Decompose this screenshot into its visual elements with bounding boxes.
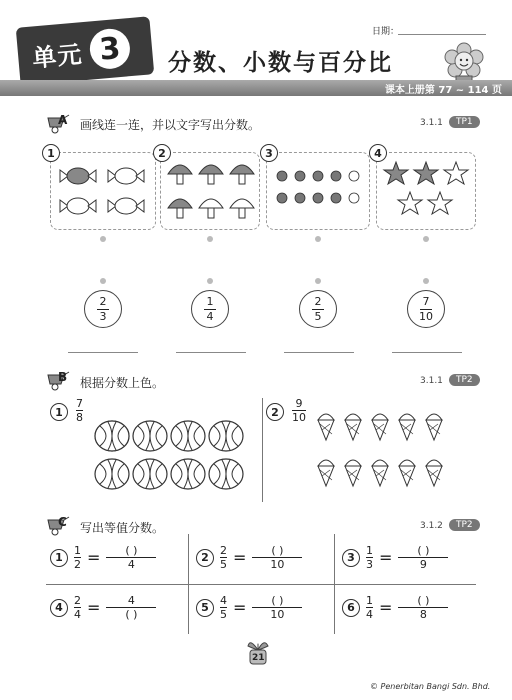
item-number: 1	[50, 403, 68, 421]
equation	[196, 595, 302, 620]
item-number: 5	[196, 599, 214, 617]
grid-divider	[46, 584, 476, 585]
star-icon	[382, 160, 472, 222]
date-line	[398, 34, 486, 35]
item-number: 2	[266, 403, 284, 421]
fraction	[76, 398, 83, 423]
fraction-circle	[299, 290, 337, 328]
date-label: 日期：	[372, 27, 400, 37]
item-number: 3	[342, 549, 360, 567]
unit-number: 3	[88, 27, 131, 70]
item-number: 4	[50, 599, 68, 617]
item-number: 6	[342, 599, 360, 617]
page-title: 分数、小数与百分比	[168, 50, 393, 76]
section-c-title: 写出等值分数。	[80, 521, 165, 535]
divider	[262, 398, 263, 502]
item-number: 2	[196, 549, 214, 567]
denominator: 5	[220, 558, 227, 571]
numerator: 1	[206, 294, 214, 308]
denominator: 5	[220, 608, 227, 621]
equation	[342, 595, 448, 620]
numerator: 1	[366, 544, 373, 557]
equals-sign: =	[233, 548, 247, 567]
grid-divider	[188, 534, 189, 634]
item-number: 3	[260, 144, 278, 162]
copyright: © Penerbitan Bangi Sdn. Bhd.	[370, 682, 491, 691]
numerator: 9	[295, 397, 303, 410]
grid-divider	[334, 534, 335, 634]
denominator: 5	[314, 309, 322, 323]
denominator: 8	[419, 608, 427, 621]
item-number: 1	[42, 144, 60, 162]
denominator: 3	[99, 309, 107, 323]
match-dot[interactable]	[423, 236, 429, 242]
denominator: 3	[366, 558, 373, 571]
fraction-circle	[407, 290, 445, 328]
unit-label: 单元	[31, 39, 84, 73]
fraction-circle	[84, 290, 122, 328]
section-c-tp: TP2	[449, 519, 480, 531]
equals-sign: =	[233, 598, 247, 617]
numerator-blank[interactable]: ( )	[271, 544, 284, 557]
section-letter: C	[58, 515, 67, 529]
section-b-tp: TP2	[449, 374, 480, 386]
match-dot[interactable]	[207, 278, 213, 284]
item-number: 1	[50, 549, 68, 567]
equals-sign: =	[379, 598, 393, 617]
numerator: 4	[220, 594, 227, 607]
equation	[196, 545, 302, 570]
denominator: 4	[74, 608, 81, 621]
numerator: 1	[74, 544, 81, 557]
watermelon-icon[interactable]	[92, 418, 248, 494]
denominator: 4	[127, 558, 135, 571]
ice-cream-icon[interactable]	[314, 408, 450, 498]
section-a-title: 画线连一连，并以文字写出分数。	[80, 118, 261, 132]
item-number: 2	[153, 144, 171, 162]
fraction-circle	[191, 290, 229, 328]
numerator: 2	[74, 594, 81, 607]
section-letter: B	[58, 370, 68, 384]
textbook-page-ref: 课本上册第 77 ~ 114 页	[384, 85, 502, 96]
answer-line[interactable]	[68, 352, 138, 353]
section-b-code: 3.1.1	[420, 376, 443, 386]
fraction	[292, 398, 306, 423]
answer-line[interactable]	[392, 352, 462, 353]
numerator-blank[interactable]: ( )	[417, 594, 430, 607]
answer-line[interactable]	[284, 352, 354, 353]
match-dot[interactable]	[315, 278, 321, 284]
numerator-blank[interactable]: ( )	[417, 544, 430, 557]
denominator: 8	[76, 411, 83, 424]
item-number: 4	[369, 144, 387, 162]
page-number: 21	[252, 653, 265, 663]
numerator: 2	[99, 294, 107, 308]
numerator: 1	[366, 594, 373, 607]
numerator: 2	[220, 544, 227, 557]
equals-sign: =	[379, 548, 393, 567]
unit-badge	[16, 16, 155, 85]
match-dot[interactable]	[100, 278, 106, 284]
numerator: 7	[76, 397, 83, 410]
equation	[50, 595, 156, 620]
section-a-code: 3.1.1	[420, 118, 443, 128]
denominator: 10	[419, 309, 433, 323]
section-a-tp: TP1	[449, 116, 480, 128]
numerator: 7	[422, 294, 430, 308]
mushroom-icon	[166, 158, 256, 224]
match-dot[interactable]	[423, 278, 429, 284]
section-letter: A	[58, 113, 68, 127]
answer-line[interactable]	[176, 352, 246, 353]
match-dot[interactable]	[207, 236, 213, 242]
denominator: 10	[270, 608, 285, 621]
denominator: 4	[366, 608, 373, 621]
denominator: 2	[74, 558, 81, 571]
numerator-blank[interactable]: ( )	[125, 544, 138, 557]
numerator: 4	[127, 594, 135, 607]
candy-icon	[56, 160, 152, 222]
denominator: 10	[270, 558, 285, 571]
denominator: 9	[419, 558, 427, 571]
match-dot[interactable]	[100, 236, 106, 242]
denominator: 4	[206, 309, 214, 323]
equals-sign: =	[87, 598, 101, 617]
numerator-blank[interactable]: ( )	[271, 594, 284, 607]
section-b-title: 根据分数上色。	[80, 376, 165, 390]
flower-icon	[274, 168, 364, 212]
section-c-code: 3.1.2	[420, 521, 443, 531]
equation	[50, 545, 156, 570]
equation	[342, 545, 448, 570]
numerator: 2	[314, 294, 322, 308]
denominator-blank[interactable]: ( )	[125, 608, 138, 621]
equals-sign: =	[87, 548, 101, 567]
denominator: 10	[292, 411, 306, 424]
match-dot[interactable]	[315, 236, 321, 242]
